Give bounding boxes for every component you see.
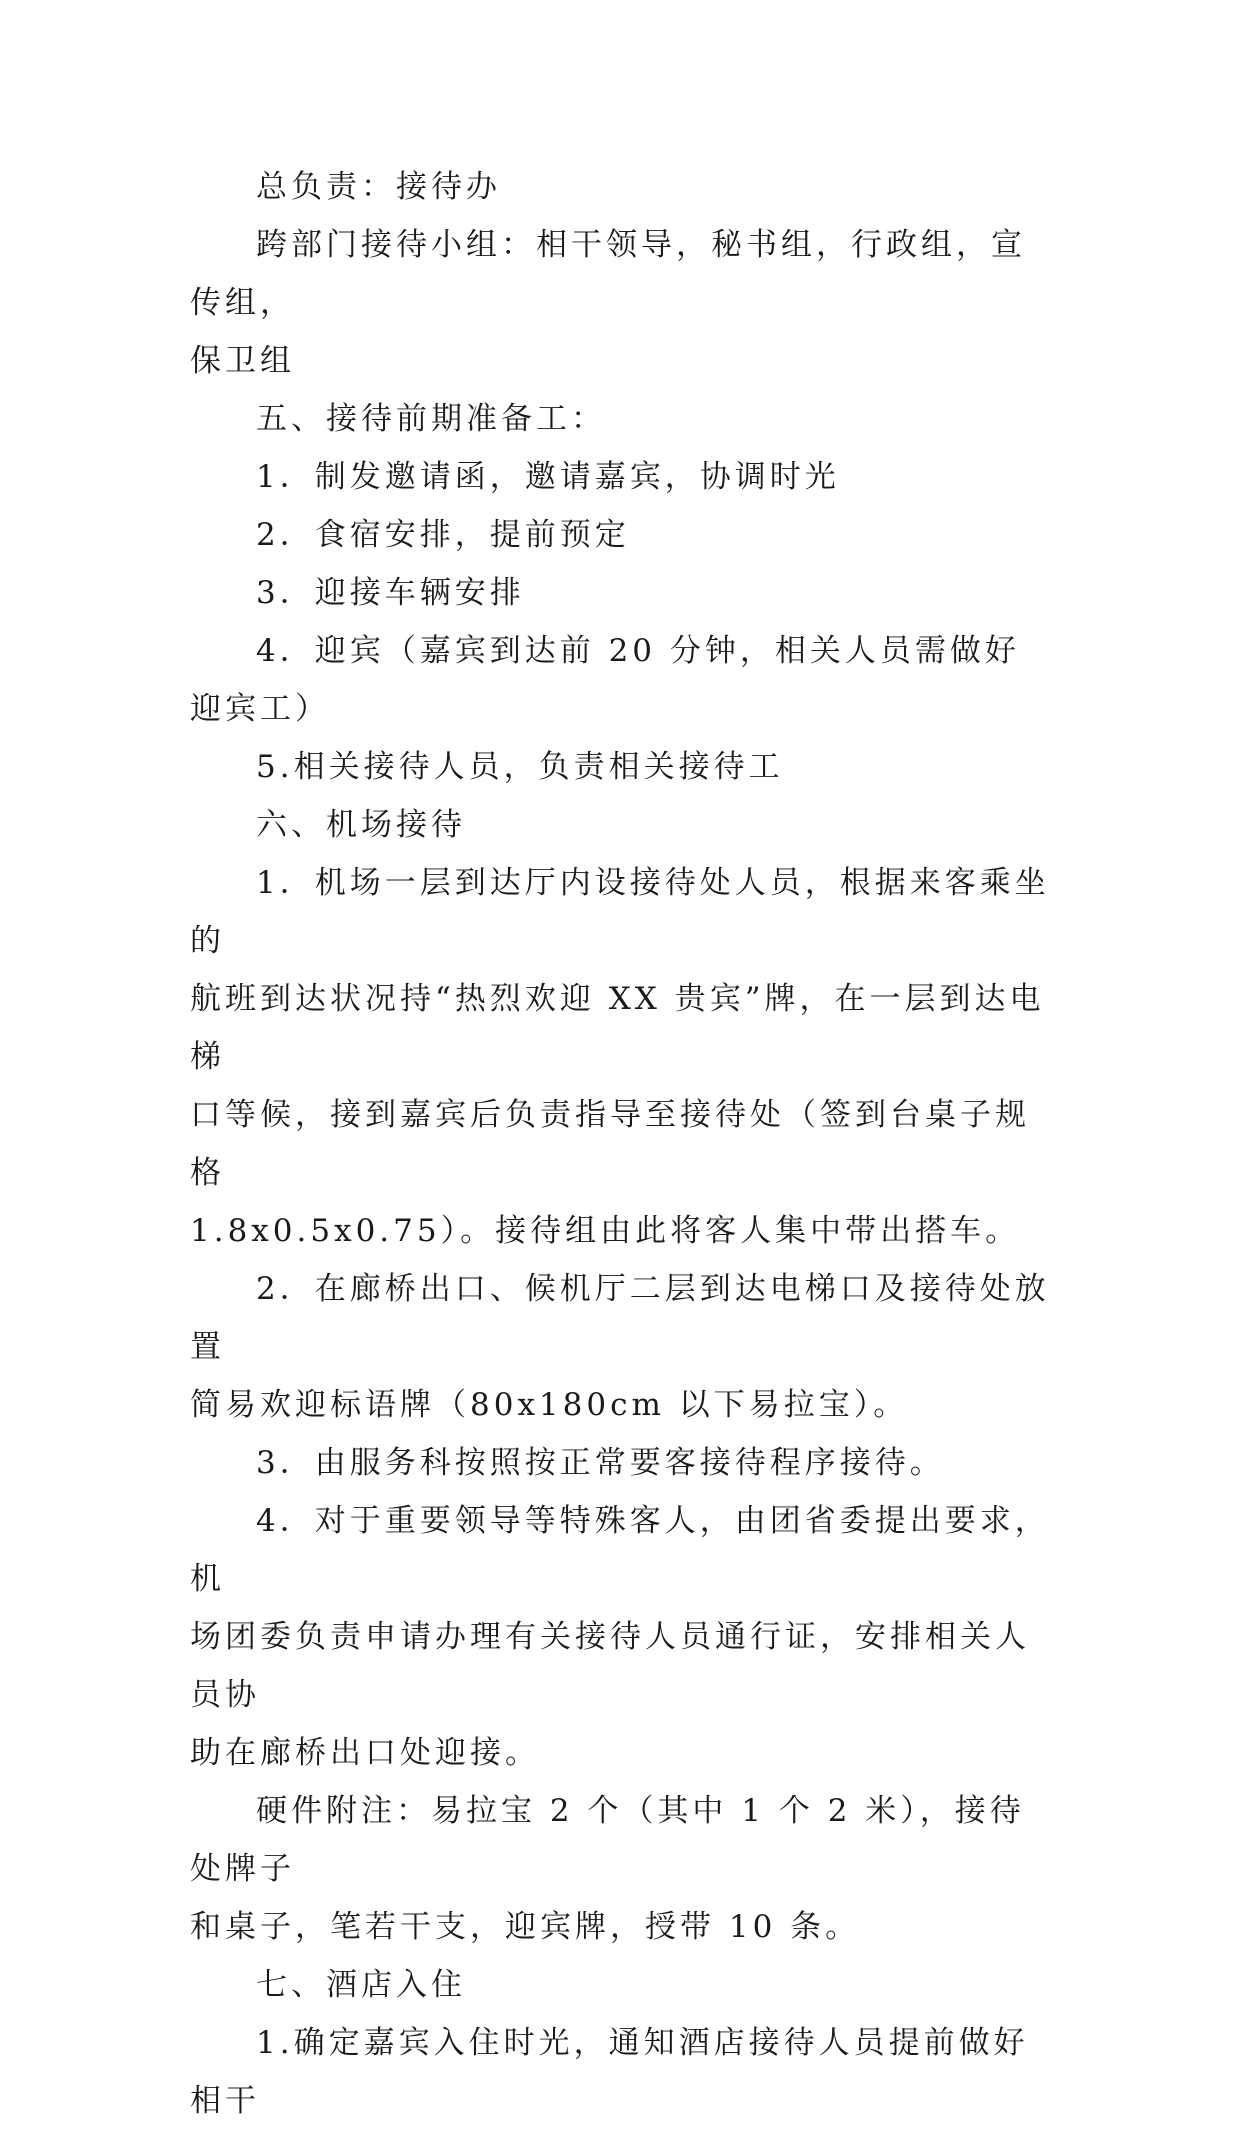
list-item: 1．机场一层到达厅内设接待处人员，根据来客乘坐的 航班到达状况持“热烈欢迎 XX 贵宾”牌，在一层到达电梯 口等候，接到嘉宾后负责指导至接待处（签到台桌子规格 1.8x0.5x0.75）。接待组由此将客人集中带出搭车。 [190, 865, 1050, 1249]
section-heading-seven: 七、酒店入住 [256, 1967, 466, 2003]
list-item: 4．对于重要领导等特殊客人，由团省委提出要求，机 场团委负责申请办理有关接待人员通行证，安排相关人员协 助在廊桥出口处迎接。 [190, 1503, 1050, 1771]
list-item: 2．在廊桥出口、候机厅二层到达电梯口及接待处放置 简易欢迎标语牌（80x180cm 以下易拉宝）。 [190, 1271, 1050, 1423]
paragraph-general-responsibility: 总负责：接待办 [256, 169, 501, 205]
list-item: 2．食宿安排，提前预定 [256, 517, 630, 553]
list-item: 3．迎接车辆安排 [256, 575, 525, 611]
list-item: 1．制发邀请函，邀请嘉宾，协调时光 [256, 459, 840, 495]
paragraph-cross-department-team: 跨部门接待小组：相干领导，秘书组，行政组，宣传组， 保卫组 [190, 227, 1026, 379]
document-body [190, 158, 1050, 2130]
list-item: 1.确定嘉宾入住时光，通知酒店接待人员提前做好相干 [190, 2025, 1029, 2119]
paragraph-hardware-note: 硬件附注：易拉宝 2 个（其中 1 个 2 米），接待处牌子 和桌子，笔若干支，迎宾牌，授带 10 条。 [190, 1793, 1025, 1945]
section-heading-five: 五、接待前期准备工： [256, 401, 606, 437]
list-item: 4．迎宾（嘉宾到达前 20 分钟，相关人员需做好迎宾工） [190, 633, 1020, 727]
section-heading-six: 六、机场接待 [256, 807, 466, 843]
list-item: 3．由服务科按照按正常要客接待程序接待。 [256, 1445, 945, 1481]
list-item: 5.相关接待人员，负责相关接待工 [256, 749, 784, 785]
